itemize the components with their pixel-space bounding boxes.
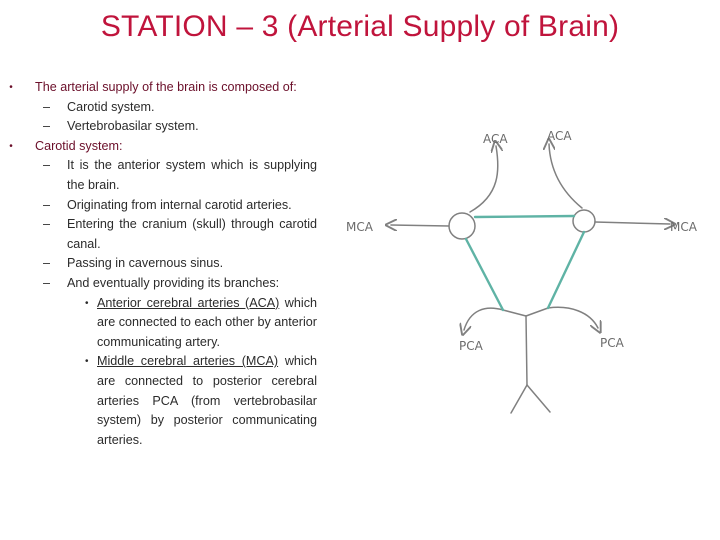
dash-icon: – [43,256,51,271]
sub-bullet: – Carotid system. [5,98,317,118]
communicating-arteries [466,216,584,310]
right-junction [573,210,595,232]
bullet-list [5,78,317,450]
dash-icon: – [43,197,51,212]
left-junction [449,213,475,239]
dash-icon: – [43,217,51,232]
mca-left-vessel [391,225,449,226]
mca-right-vessel [595,222,670,224]
label-mca-left: MCA [346,220,373,234]
branch-mca [5,352,317,450]
dash-icon: – [43,275,51,290]
branch-aca [5,294,317,353]
posterior-communicating-left [466,239,503,310]
label-pca-right: PCA [600,336,624,350]
pca-join-right [526,308,548,316]
bullet-dot-icon: • [9,140,13,152]
vessels [391,144,670,413]
bullet-arterial-supply: • The arterial supply of the brain is composed of: [5,78,317,98]
sub-bullet: – Originating from internal carotid arteries. [5,196,317,216]
label-pca-left: PCA [459,339,483,353]
vertebral-right [527,385,550,412]
basilar-artery [526,316,527,385]
pca-join-left [503,310,526,316]
sub-bullet: – It is the anterior system which is supplying the brain. [43,158,317,192]
label-aca-left: ACA [483,132,508,146]
sub-bullet: – And eventually providing its branches: [5,274,317,294]
sub-bullet: – Entering the cranium (skull) through carotid canal. [43,217,317,251]
sub-bullet: – Passing in cavernous sinus. [5,254,317,274]
branch-mca-desc: which are connected to posterior cerebral arteries PCA (from vertebrobasilar system) by posterior communicating arteries. [97,354,318,447]
sub-bullet: – Vertebrobasilar system. [5,117,317,137]
label-aca-right: ACA [547,129,572,143]
dash-icon: – [43,99,51,114]
posterior-communicating-right [548,232,584,308]
branch-aca-name: Anterior cerebral arteries (ACA) [97,295,280,310]
anterior-communicating-artery [475,216,574,217]
dash-icon: – [43,158,51,173]
pca-right-vessel [548,307,598,328]
bullet-carotid-system: • Carotid system: [5,137,317,157]
bullet-dot-icon: • [85,356,89,368]
dash-icon: – [43,119,51,134]
branch-aca-desc: which are connected to each other by anterior communicating artery. [97,295,317,349]
label-mca-right: MCA [670,220,697,234]
bullet-dot-icon: • [85,297,89,309]
slide-title: STATION – 3 (Arterial Supply of Brain) [100,10,620,43]
circle-of-willis-diagram [330,110,710,430]
vertebral-left [511,385,527,413]
bullet-dot-icon: • [9,82,13,93]
pca-left-vessel [464,308,503,330]
branch-mca-name: Middle cerebral arteries (MCA) [97,354,279,369]
aca-right-vessel [549,144,582,208]
aca-left-vessel [470,146,498,212]
